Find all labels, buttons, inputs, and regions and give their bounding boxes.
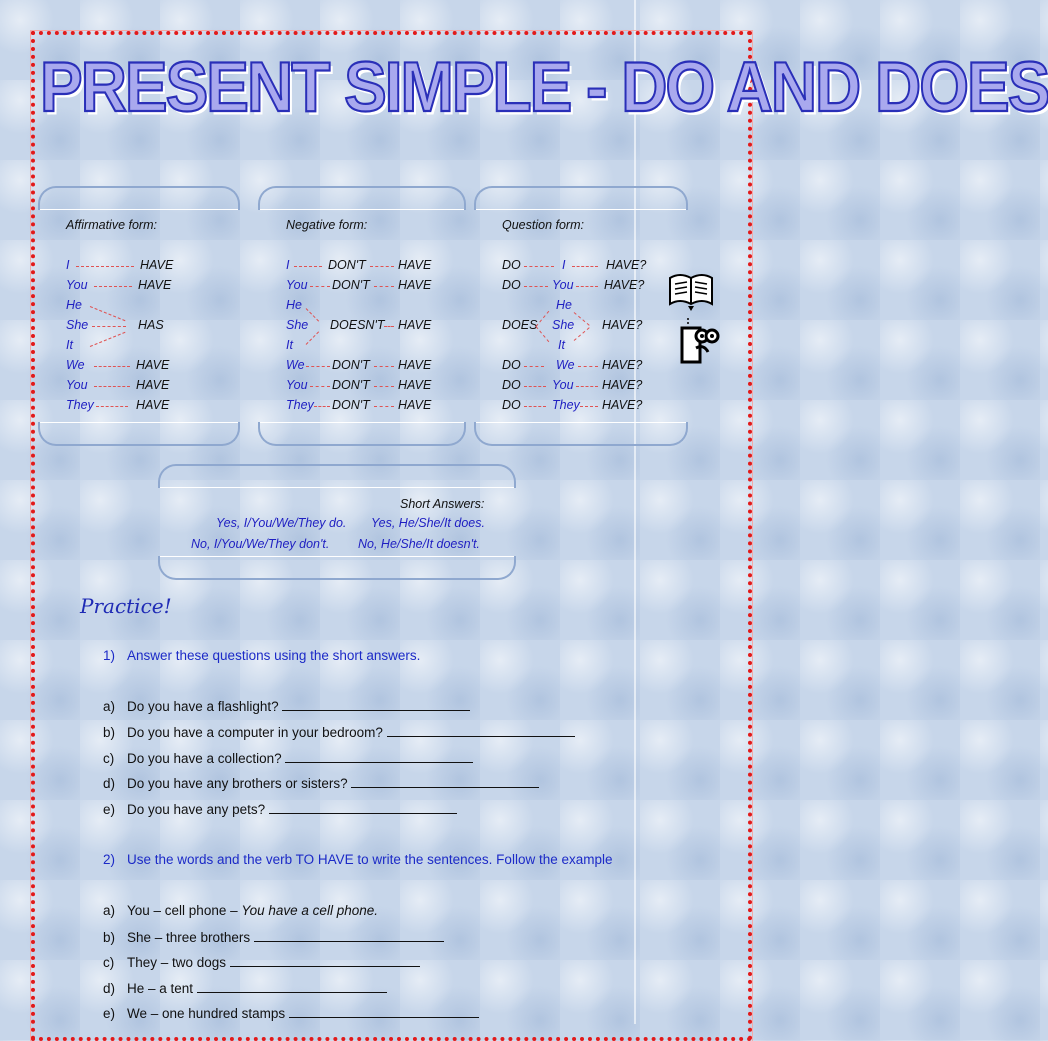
pronoun: They — [286, 398, 314, 412]
answer-line[interactable] — [254, 929, 444, 942]
panel-top-brace — [258, 186, 466, 210]
item-question: Do you have a flashlight? — [127, 699, 279, 714]
pronoun: You — [552, 278, 574, 292]
affirmative-heading: Affirmative form: — [66, 218, 157, 232]
exercise-2-item — [103, 929, 444, 945]
pronoun: It — [558, 338, 565, 352]
pronoun: He — [66, 298, 82, 312]
connector-dash — [576, 386, 598, 387]
connector-dash — [524, 386, 546, 387]
verb: HAVE? — [602, 378, 643, 392]
item-letter: b) — [103, 930, 116, 945]
panel-top-brace — [474, 186, 688, 210]
exercise-1-item — [103, 801, 457, 817]
connector-dash — [576, 286, 598, 287]
panel-top-brace — [158, 464, 516, 488]
item-letter: c) — [103, 955, 115, 970]
auxiliary: DON'T — [332, 378, 370, 392]
connector-dash — [314, 406, 330, 407]
verb: HAVE? — [602, 318, 643, 332]
exercise-number: 1) — [103, 648, 116, 663]
connector-dash — [374, 386, 394, 387]
pronoun: You — [286, 378, 308, 392]
connector-dash — [374, 406, 394, 407]
item-prompt: They – two dogs — [127, 955, 227, 970]
exercise-2-item — [103, 980, 387, 996]
question-heading: Question form: — [502, 218, 584, 232]
item-question: Do you have a collection? — [127, 751, 282, 766]
exercise-2-item — [103, 903, 378, 918]
connector-dash — [572, 266, 598, 267]
item-question: Do you have a computer in your bedroom? — [127, 725, 383, 740]
practice-title: Practice! — [80, 594, 172, 618]
pronoun: They — [66, 398, 94, 412]
short-answer-no-singular: No, He/She/It doesn't. — [358, 537, 480, 551]
panel-bottom-brace — [38, 422, 240, 446]
short-answers-heading: Short Answers: — [400, 497, 485, 511]
panel-bottom-brace — [474, 422, 688, 446]
pronoun: We — [286, 358, 305, 372]
pronoun: She — [66, 318, 89, 332]
auxiliary: DO — [502, 258, 521, 272]
book-icon — [666, 270, 716, 312]
exercise-number: 2) — [103, 852, 116, 867]
panel-bottom-brace — [158, 556, 516, 580]
answer-line[interactable] — [282, 698, 470, 711]
verb: HAVE — [140, 258, 174, 272]
verb: HAVE? — [606, 258, 647, 272]
item-question: Do you have any pets? — [127, 802, 266, 817]
item-question: Do you have any brothers or sisters? — [127, 776, 348, 791]
pronoun: You — [66, 378, 88, 392]
exercise-1-instruction — [103, 648, 420, 663]
item-letter: c) — [103, 751, 115, 766]
exercise-2-item — [103, 1005, 479, 1021]
auxiliary: DON'T — [332, 358, 370, 372]
connector-dash — [524, 406, 546, 407]
short-answer-yes-singular: Yes, He/She/It does. — [371, 516, 485, 530]
auxiliary: DO — [502, 278, 521, 292]
exercise-1-item — [103, 750, 473, 766]
pronoun: I — [286, 258, 290, 272]
verb: HAVE — [398, 398, 432, 412]
panel-top-brace — [38, 186, 240, 210]
connector-dash — [310, 386, 330, 387]
connector-dash — [384, 326, 394, 327]
item-letter: b) — [103, 725, 116, 740]
instruction-text: Use the words and the verb TO HAVE to write the sentences. Follow the example — [127, 852, 613, 867]
item-prompt: We – one hundred stamps — [127, 1006, 286, 1021]
item-letter: d) — [103, 776, 116, 791]
pronoun: You — [286, 278, 308, 292]
verb: HAVE — [136, 398, 170, 412]
item-letter: a) — [103, 903, 116, 918]
connector-dash — [76, 266, 134, 267]
pronoun: You — [66, 278, 88, 292]
answer-line[interactable] — [387, 724, 575, 737]
auxiliary: DO — [502, 398, 521, 412]
connector-dash — [310, 286, 330, 287]
pronoun: He — [286, 298, 302, 312]
auxiliary: DON'T — [332, 398, 370, 412]
exercise-1-item — [103, 724, 575, 740]
item-prompt: He – a tent — [127, 981, 194, 996]
auxiliary: DO — [502, 358, 521, 372]
example-answer: You have a cell phone. — [241, 903, 378, 918]
auxiliary: DOESN'T — [330, 318, 385, 332]
verb: HAVE — [398, 278, 432, 292]
item-letter: e) — [103, 802, 116, 817]
panel-bottom-brace — [258, 422, 466, 446]
connector-dash — [374, 286, 394, 287]
exercise-1-item — [103, 775, 539, 791]
item-letter: a) — [103, 699, 116, 714]
pronoun: It — [66, 338, 73, 352]
item-prompt: She – three brothers — [127, 930, 251, 945]
connector-dash — [578, 366, 598, 367]
page-title: PRESENT SIMPLE - DO AND DOES — [40, 47, 1048, 127]
connector-dash — [92, 326, 126, 327]
connector-dash — [370, 266, 394, 267]
connector-dash — [524, 286, 548, 287]
exercise-1-item — [103, 698, 470, 714]
verb: HAVE — [136, 378, 170, 392]
verb: HAVE — [138, 278, 172, 292]
item-prompt: You – cell phone – — [127, 903, 238, 918]
auxiliary: DON'T — [332, 278, 370, 292]
connector-dash — [94, 366, 130, 367]
pronoun: I — [66, 258, 70, 272]
connector-dash — [94, 286, 132, 287]
connector-dash — [94, 386, 130, 387]
negative-heading: Negative form: — [286, 218, 368, 232]
pronoun: You — [552, 378, 574, 392]
pronoun: I — [562, 258, 566, 272]
pronoun: She — [286, 318, 309, 332]
connector-dash — [96, 406, 128, 407]
exercise-2-instruction — [103, 852, 613, 867]
connector-dash — [524, 366, 544, 367]
auxiliary: DO — [502, 378, 521, 392]
verb: HAVE — [398, 378, 432, 392]
answer-line[interactable] — [230, 954, 420, 967]
verb: HAVE — [398, 358, 432, 372]
connector-dash — [580, 406, 598, 407]
connector-dash — [374, 366, 394, 367]
pronoun: They — [552, 398, 580, 412]
connector-dash — [306, 366, 330, 367]
answer-line[interactable] — [269, 801, 457, 814]
verb: HAS — [138, 318, 164, 332]
item-letter: d) — [103, 981, 116, 996]
instruction-text: Answer these questions using the short answers. — [127, 648, 421, 663]
pronoun: It — [286, 338, 293, 352]
pronoun: We — [66, 358, 85, 372]
auxiliary: DOES — [502, 318, 538, 332]
short-answer-no-plural: No, I/You/We/They don't. — [191, 537, 330, 551]
connector-dash — [294, 266, 322, 267]
pronoun: We — [556, 358, 575, 372]
answer-line[interactable] — [197, 980, 387, 993]
verb: HAVE? — [604, 278, 645, 292]
verb: HAVE? — [602, 358, 643, 372]
answer-line[interactable] — [285, 750, 473, 763]
pronoun: She — [552, 318, 575, 332]
item-letter: e) — [103, 1006, 116, 1021]
connector-dash — [524, 266, 554, 267]
answer-line[interactable] — [351, 775, 539, 788]
reader-icon — [676, 318, 720, 366]
verb: HAVE? — [602, 398, 643, 412]
pronoun: He — [556, 298, 572, 312]
auxiliary: DON'T — [328, 258, 366, 272]
verb: HAVE — [136, 358, 170, 372]
short-answer-yes-plural: Yes, I/You/We/They do. — [216, 516, 347, 530]
verb: HAVE — [398, 318, 432, 332]
exercise-2-item — [103, 954, 420, 970]
verb: HAVE — [398, 258, 432, 272]
answer-line[interactable] — [289, 1005, 479, 1018]
